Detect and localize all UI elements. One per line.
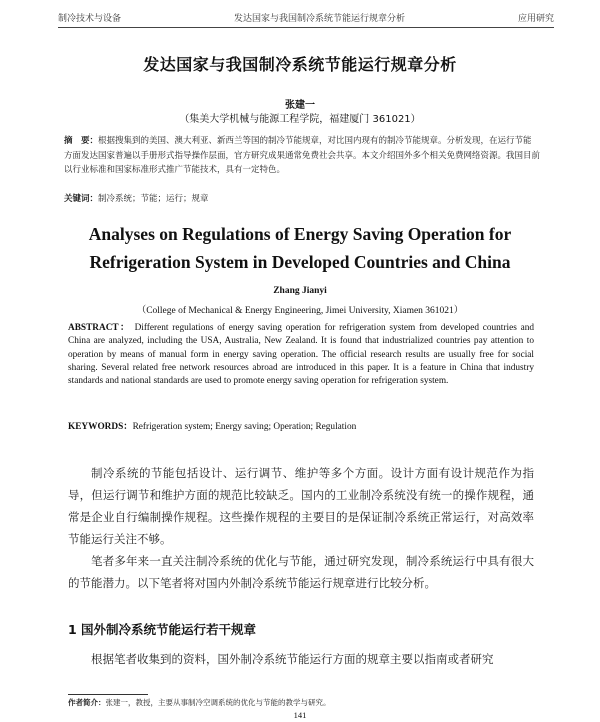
header-section: 应用研究 bbox=[517, 13, 554, 24]
footnote-divider bbox=[68, 694, 148, 695]
keywords-chinese-text: 制冷系统；节能；运行；规章 bbox=[98, 194, 209, 204]
keywords-english-label: KEYWORDS： bbox=[68, 422, 133, 432]
affiliation-chinese: （集美大学机械与能源工程学院，福建厦门 361021） bbox=[179, 114, 421, 125]
running-header bbox=[58, 10, 554, 28]
header-article-title: 发达国家与我国制冷系统节能运行规章分析 bbox=[233, 13, 405, 24]
keywords-english bbox=[68, 418, 534, 432]
title-english-line-1: Analyses on Regulations of Energy Saving Operation for bbox=[88, 224, 512, 244]
keywords-chinese-label: 关键词： bbox=[64, 194, 99, 204]
title-chinese: 发达国家与我国制冷系统节能运行规章分析 bbox=[143, 55, 457, 74]
title-english bbox=[0, 220, 600, 276]
author-chinese: 张建一 bbox=[285, 100, 315, 111]
abstract-english-label: ABSTRACT： bbox=[68, 323, 131, 333]
affiliation-english: （College of Mechanical & Energy Engineering, Jimei University, Xiamen 361021） bbox=[136, 306, 464, 316]
abstract-english bbox=[68, 322, 534, 388]
author-english: Zhang Jianyi bbox=[273, 286, 327, 296]
abstract-chinese bbox=[64, 134, 540, 178]
author-footnote bbox=[68, 697, 331, 708]
keywords-english-text: Refrigeration system; Energy saving; Operation; Regulation bbox=[132, 422, 357, 432]
body-paragraph-1: 制冷系统的节能包括设计、运行调节、维护等多个方面。设计方面有设计规范作为指导，但运行调节和维护方面的规范比较缺乏。国内的工业制冷系统没有统一的操作规程，通常是企业自行编制操作规程。这些操作规程的主要目的是保证制冷系统正常运行，对高效率节能运行关注不够。 bbox=[68, 466, 534, 546]
footnote-label: 作者简介： bbox=[68, 698, 106, 707]
abstract-english-text: Different regulations of energy saving operation for refrigeration system from developed countries and China are analyzed, including the USA, Australia, New Zealand. It is found that industrialized countries pay attention to operation by means of manual form in energy saving operation. The official research results are usually free for social sharing. Several related free network resources abroad are introduced in this paper. It is a feature in China that industry standards and national standards are used to promote energy saving operation for refrigeration system. bbox=[68, 323, 534, 387]
body-paragraph-2: 笔者多年来一直关注制冷系统的优化与节能，通过研究发现，制冷系统运行中具有很大的节能潜力。以下笔者将对国内外制冷系统节能运行规章进行比较分析。 bbox=[68, 554, 534, 590]
title-english-line-2: Refrigeration System in Developed Countries and China bbox=[89, 252, 511, 272]
keywords-chinese bbox=[64, 192, 540, 204]
body-paragraph-3: 根据笔者收集到的资料，国外制冷系统节能运行方面的规章主要以指南或者研究 bbox=[91, 652, 494, 666]
abstract-chinese-text: 根据搜集到的美国、澳大利亚、新西兰等国的制冷节能规章，对比国内现有的制冷节能规章。分析发现，在运行节能方面发达国家普遍以手册形式指导操作层面，官方研究成果通常免费社会共享。本文介绍国外多个相关免费网络资源。我国目前以行业标准和国家标准形式推广节能技术，具有一定特色。 bbox=[64, 136, 541, 175]
abstract-chinese-label: 摘 要： bbox=[64, 136, 99, 146]
footnote-text: 张建一，教授，主要从事制冷空调系统的优化与节能的教学与研究。 bbox=[105, 698, 331, 707]
header-journal: 制冷技术与设备 bbox=[58, 13, 122, 24]
section-heading-1: 1 国外制冷系统节能运行若干规章 bbox=[68, 622, 257, 637]
page-number: 141 bbox=[293, 710, 307, 720]
